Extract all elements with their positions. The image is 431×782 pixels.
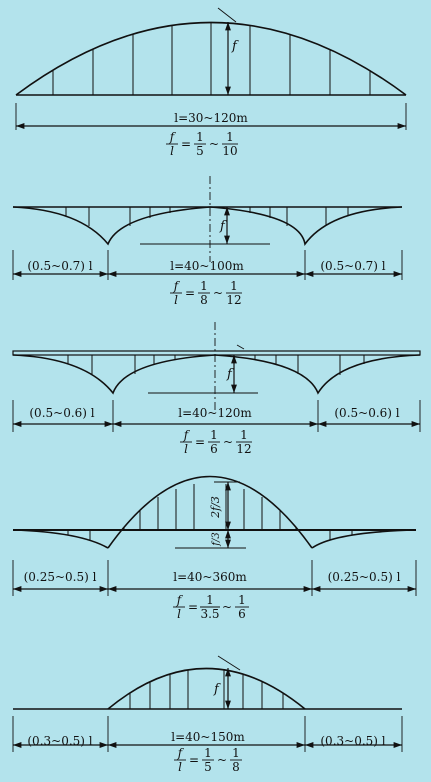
side-label-left: (0.5~0.7) l xyxy=(27,259,93,273)
span-label: l=30~120m xyxy=(174,111,248,125)
rise-label: f xyxy=(214,682,219,697)
svg-text:1: 1 xyxy=(226,130,234,144)
svg-text:=: = xyxy=(184,286,196,300)
side-arch-left xyxy=(13,530,108,548)
rise-span-ratio xyxy=(174,746,242,774)
side-label-right: (0.5~0.7) l xyxy=(320,259,386,273)
arch-curve xyxy=(108,669,305,710)
hangers xyxy=(68,355,364,375)
rise-span-ratio xyxy=(170,279,242,307)
span-label: l=40~120m xyxy=(178,406,252,420)
svg-text:1: 1 xyxy=(206,593,214,607)
rise-span-ratio xyxy=(166,130,238,158)
hangers xyxy=(53,22,370,95)
side-label-right: (0.5~0.6) l xyxy=(334,406,400,420)
svg-text:f: f xyxy=(177,746,183,760)
svg-text:~: ~ xyxy=(208,137,220,151)
svg-text:f: f xyxy=(176,593,182,607)
svg-text:1: 1 xyxy=(240,428,248,442)
rise-label: f xyxy=(232,39,237,54)
svg-text:1: 1 xyxy=(210,428,218,442)
svg-text:6: 6 xyxy=(238,607,246,621)
svg-text:l: l xyxy=(174,293,178,307)
svg-text:~: ~ xyxy=(212,286,224,300)
svg-text:8: 8 xyxy=(200,293,208,307)
hangers xyxy=(66,207,348,226)
svg-text:l: l xyxy=(170,144,174,158)
svg-text:~: ~ xyxy=(216,753,228,767)
svg-text:1: 1 xyxy=(196,130,204,144)
side-label-left: (0.5~0.6) l xyxy=(29,406,95,420)
svg-text:=: = xyxy=(188,753,200,767)
svg-text:l: l xyxy=(177,607,181,621)
svg-text:=: = xyxy=(187,600,199,614)
side-label-left: (0.3~0.5) l xyxy=(27,734,93,748)
svg-text:8: 8 xyxy=(232,760,240,774)
svg-text:1: 1 xyxy=(230,279,238,293)
svg-text:5: 5 xyxy=(204,760,212,774)
arch-curve xyxy=(13,355,420,393)
svg-text:1: 1 xyxy=(238,593,246,607)
span-label: l=40~360m xyxy=(173,570,247,584)
span-label: l=40~100m xyxy=(170,259,244,273)
hangers xyxy=(130,670,283,709)
svg-text:~: ~ xyxy=(221,600,233,614)
arch-curve xyxy=(13,207,402,244)
side-label-left: (0.25~0.5) l xyxy=(23,570,97,584)
svg-text:1: 1 xyxy=(204,746,212,760)
svg-text:5: 5 xyxy=(196,144,204,158)
svg-text:6: 6 xyxy=(210,442,218,456)
side-label-right: (0.3~0.5) l xyxy=(320,734,386,748)
svg-text:f: f xyxy=(169,130,175,144)
svg-text:l: l xyxy=(178,760,182,774)
svg-text:1: 1 xyxy=(200,279,208,293)
svg-text:f: f xyxy=(173,279,179,293)
rise-label-lower: f/3 xyxy=(211,532,222,546)
side-label-right: (0.25~0.5) l xyxy=(327,570,401,584)
svg-text:10: 10 xyxy=(222,144,238,158)
span-label: l=40~150m xyxy=(171,730,245,744)
svg-text:l: l xyxy=(184,442,188,456)
svg-text:f: f xyxy=(183,428,189,442)
rise-label: f xyxy=(227,367,232,382)
svg-text:~: ~ xyxy=(222,435,234,449)
rise-label: f xyxy=(220,219,225,234)
svg-text:1: 1 xyxy=(232,746,240,760)
rise-span-ratio xyxy=(173,593,249,621)
svg-text:12: 12 xyxy=(236,442,252,456)
rise-label-upper: 2f/3 xyxy=(209,496,222,518)
svg-text:12: 12 xyxy=(226,293,242,307)
svg-text:=: = xyxy=(180,137,192,151)
side-arch-right xyxy=(312,530,416,548)
svg-text:=: = xyxy=(194,435,206,449)
rise-span-ratio xyxy=(180,428,252,456)
svg-text:3.5: 3.5 xyxy=(200,607,220,621)
